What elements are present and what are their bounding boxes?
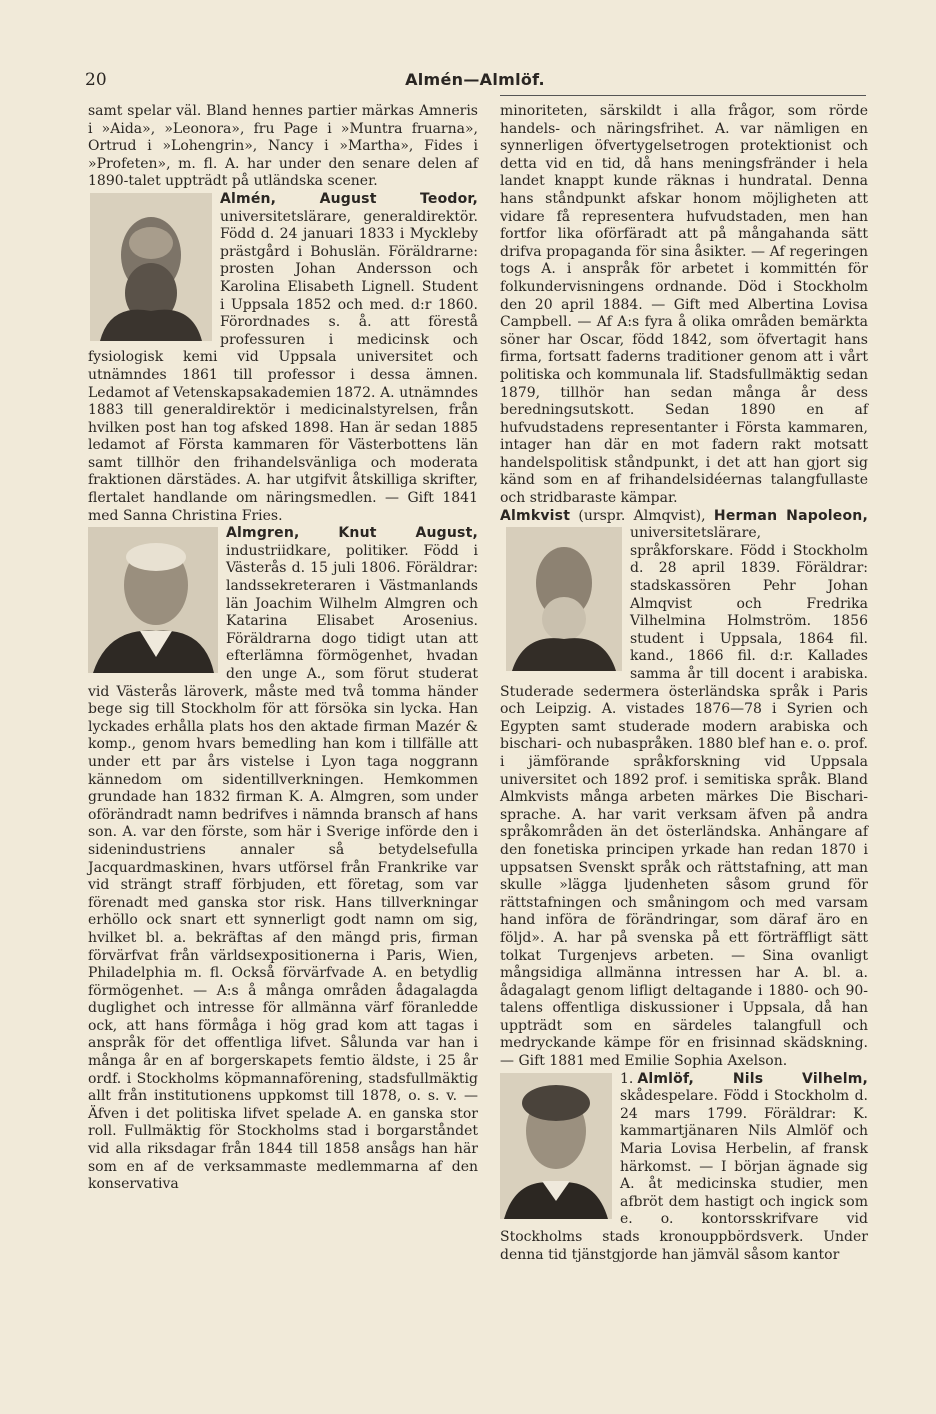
entry-almkvist-text: universitetslärare, språkforskare. Född i Stockholm d. 28 april 1839. Föräldrar: stadskassören Pehr Johan Almqvist och Fredrika Vilhelmina Holmström. 1856 student i Uppsala, 1864 fil. kand., 1866 fil. d:r. Kallades samma år till docent i arabiska. Studerade sedermera österländska språk i Paris och Leipzig. A. vistades 1876—78 i Syrien och Egypten samt studerade modern arabiska och bischari- och nubaspråken. 1880 blef han e. o. prof. i jämförande språkforskning vid Uppsala universitet och 1892 prof. i semitiska språk. Bland Almkvists många arbeten märkes Die Bischari-sprache. A. har varit verksam äfven på andra språkområden än det österländska. Anhängare af den fonetiska principen yrkade han redan 1870 i uppsatsen Svenskt språk och rättstafning, att man skulle »lägga ljudenheten såsom grund för rättstafningen och småningom och med varsam hand införa de förändringar, som däraf äro en följd». A. har på svenska på ett förträffligt sätt tolkat Turgenjevs arbeten. — Sina ovanligt mångsidiga allmänna intressen har A. bl. a. ådagalagt genom lifligt deltagande i 1880- och 90-talens offentliga diskussioner i Uppsala, då han uppträdt som en särdeles talangfull och medryckande kämpe för en frisinnad skädskning. — Gift 1881 med Emilie Sophia Axelson. xyxy=(500,525,868,1070)
entry-almen-text: universitetslärare, generaldirektör. Född d. 24 januari 1833 i Myckleby prästgård i Bohuslän. Föräldrarne: prosten Johan Andersson och Karolina Elisabeth Lignell. Student i Uppsala 1852 och med. d:r 1860. Förordnades s. å. att förestå professuren i medicinsk och fysiologisk kemi vid Uppsala universitet och utnämndes 1861 till professor i dessa ämnen. Ledamot af Vetenskapsakademien 1872. A. utnämndes 1883 till generaldirektör i medicinalstyrelsen, från hvilken post han tog afsked 1898. Han är sedan 1885 ledamot af Första kammaren för Västerbottens län samt tillhör den frihandelsvänliga och moderata fraktionen därstädes. A. har utgifvit åtskilliga skrifter, flertalet handlande om näringsmedlen. — Gift 1841 med Sanna Christina Fries. xyxy=(88,208,478,524)
page-header xyxy=(85,70,865,92)
right-column xyxy=(500,103,868,1264)
portrait-almkvist xyxy=(506,527,622,671)
page-number: 20 xyxy=(85,70,107,90)
left-column xyxy=(88,103,478,1194)
entry-almlof-number: 1. xyxy=(620,1070,634,1087)
portrait-almgren xyxy=(88,527,218,673)
entry-almkvist xyxy=(500,508,868,1071)
entry-almgren-name: Almgren, Knut August, xyxy=(226,525,478,542)
portrait-almlof xyxy=(500,1073,612,1219)
entry-almkvist-name: Almkvist xyxy=(500,507,571,524)
entry-almen-name: Almén, August Teodor, xyxy=(220,190,478,207)
entry-almkvist-name2: Herman Napoleon, xyxy=(713,507,868,524)
entry-almlof xyxy=(500,1071,868,1265)
entry-almlof-text: skådespelare. Född i Stockholm d. 24 mars 1799. Föräldrar: K. kammartjänaren Nils Almlöf och Maria Lovisa Herbelin, af fransk härkomst. — I början ägnade sig A. åt medicinska studier, men afbröt dem hastigt och ingick som e. o. kontorsskrifvare vid Stockholms stads kronouppbördsverk. Under denna tid tjänstgjorde han jämväl såsom kantor xyxy=(500,1088,868,1263)
header-rule xyxy=(500,95,866,96)
entry-almlof-name: Almlöf, Nils Vilhelm, xyxy=(637,1070,868,1087)
continuation-paragraph: minoriteten, särskildt i alla frågor, som rörde handels- och näringsfrihet. A. var nämligen en synnerligen öfvertygelsetrogen protektionist och detta vid en tid, då hans meningsfränder i hela landet knappt kunde räknas i hundratal. Denna hans ståndpunkt afskar honom möjligheten att vidare få representera hufvudstaden, men han fortfor lika oförfäradt att på mångahanda sätt drifva propaganda för sina åsikter. — Af regeringen togs A. i anspråk för arbetet i kommittén för folkundervisningens ordnande. Död i Stockholm den 20 april 1884. — Gift med Albertina Lovisa Campbell. — Af A:s fyra å olika områden bemärkta söner har Oscar, född 1842, som öfvertagit hans firma, fortsatt faderns traditioner genom att i vårt politiska och kommunala lif. Stadsfullmäktig sedan 1879, tillhör han sedan många år dess beredningsutskott. Sedan 1890 en af hufvudstadens representanter i Första kammaren, intager han där en mot fadern rakt motsatt handelspolitisk ståndpunkt, i det att han gjort sig känd som en af frihandelsidéernas talangfullaste och stridbaraste kämpar. xyxy=(500,103,868,507)
entry-almgren xyxy=(88,525,478,1194)
entry-almkvist-paren: (urspr. Almqvist), xyxy=(570,507,714,524)
running-head: Almén—Almlöf. xyxy=(405,70,545,89)
intro-paragraph: samt spelar väl. Bland hennes partier märkas Amneris i »Aida», »Leonora», fru Page i »Muntra fruarna», Ortrud i »Lohengrin», Nancy i »Martha», Fides i »Profeten», m. fl. A. har under den senare delen af 1890-talet uppträdt på utländska scener. xyxy=(88,103,478,190)
entry-almgren-text: industriidkare, politiker. Född i Västerås d. 15 juli 1806. Föräldrar: landssekreteraren i Västmanlands län Joachim Wilhelm Almgren och Katarina Elisabet Arosenius. Föräldrarna dogo tidigt utan att efterlämna förmögenhet, hvadan den unge A., som förut studerat vid Västerås läroverk, måste med två tomma händer bege sig till Stockholm för att försöka sin lycka. Han lyckades erhålla plats hos den aktade firman Mazér & komp., genom hvars bemedling han kom i tillfälle att under ett par års vistelse i Lyon taga noggrann kännedom om sidentillverkningen. Hemkommen grundade han 1832 firman K. A. Almgren, som under oförändradt namn bedrifves i nämnda bransch af hans son. A. var den förste, som här i Sverige införde den i sidenindustriens annaler så betydelsefulla Jacquardmaskinen, hvars utförsel från Frankrike var vid strängt straff förbjuden, ett företag, som var förenadt med ganska stor risk. Hans tillverkningar erhöllo ock snart ett synnerligt godt namn om sig, hvilket bl. a. bekräftas af den mängd pris, firman förvärfvat från världsexpositionerna i Paris, Wien, Philadelphia m. fl. Också förvärfvade A. en betydlig förmögenhet. — A:s å många områden ådagalagda duglighet och intresse för allmänna värf föranledde ock, att hans förmåga i hög grad kom att tagas i anspråk för det offentliga lifvet. Sålunda var han i många år en af borgerskapets femtio äldste, i 25 år ordf. i Stockholms köpmannaförening, stadsfullmäktig allt från institutionens uppkomst till 1878, o. s. v. — Äfven i det politiska lifvet spelade A. en ganska stor roll. Fullmäktig för Stockholms stad i borgarståndet vid alla riksdagar från 1844 till 1858 ansågs han här som en af de verksammaste medlemmarna af den konservativa xyxy=(88,542,478,1193)
portrait-almen xyxy=(90,193,212,341)
entry-almen xyxy=(88,191,478,525)
